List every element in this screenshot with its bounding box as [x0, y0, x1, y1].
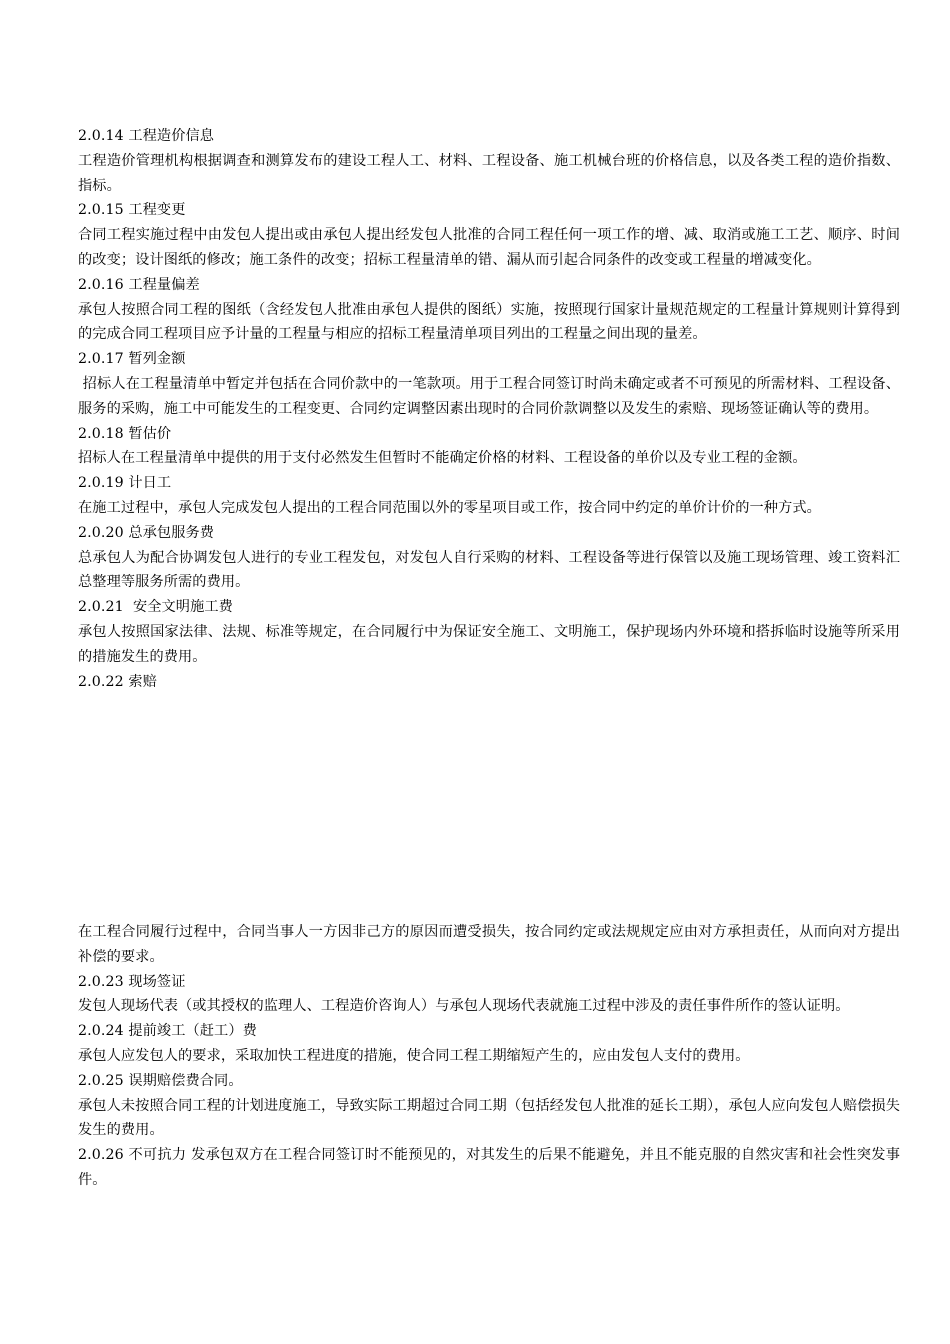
clause-heading-2-0-20: 2.0.20 总承包服务费 [78, 524, 215, 541]
clause-body-2-0-18: 招标人在工程量清单中提供的用于支付必然发生但暂时不能确定价格的材料、工程设备的单价以及专业工程的金额。 [78, 450, 807, 467]
clause-2-0-26: 2.0.26 不可抗力 发承包双方在工程合同签订时不能预见的，对其发生的后果不能避免，并且不能克服的自然灾害和社会性突发事件。 [78, 1147, 900, 1188]
clause-heading-2-0-23: 2.0.23 现场签证 [78, 973, 186, 990]
clause-body-2-0-15: 合同工程实施过程中由发包人提出或由承包人提出经发包人批准的合同工程任何一项工作的增、减、取消或施工工艺、顺序、时间的改变；设计图纸的修改；施工条件的改变；招标工程量清单的错、漏从而引起合同条件的改变或工程量的增减变化。 [78, 227, 900, 268]
clause-heading-2-0-18: 2.0.18 暂估价 [78, 425, 172, 442]
document-section-definitions-part1 [78, 124, 900, 694]
clause-body-2-0-25: 承包人未按照合同工程的计划进度施工，导致实际工期超过合同工期（包括经发包人批准的延长工期），承包人应向发包人赔偿损失发生的费用。 [78, 1097, 900, 1139]
clause-heading-2-0-15: 2.0.15 工程变更 [78, 202, 186, 219]
clause-body-2-0-14: 工程造价管理机构根据调查和测算发布的建设工程人工、材料、工程设备、施工机械台班的价格信息，以及各类工程的造价指数、指标。 [78, 152, 900, 194]
clause-heading-2-0-21: 2.0.21 安全文明施工费 [78, 599, 233, 616]
document-section-definitions-part2 [78, 920, 900, 1193]
clause-body-2-0-17: 招标人在工程量清单中暂定并包括在合同价款中的一笔款项。用于工程合同签订时尚未确定或者不可预见的所需材料、工程设备、服务的采购，施工中可能发生的工程变更、合同约定调整因素出现时的合同价款调整以及发生的索赔、现场签证确认等的费用。 [78, 375, 900, 417]
clause-body-2-0-22: 在工程合同履行过程中，合同当事人一方因非己方的原因而遭受损失，按合同约定或法规规定应由对方承担责任，从而向对方提出补偿的要求。 [78, 924, 900, 965]
clause-heading-2-0-17: 2.0.17 暂列金额 [78, 351, 186, 368]
clause-heading-2-0-25: 2.0.25 误期赔偿费合同。 [78, 1072, 243, 1089]
clause-body-2-0-24: 承包人应发包人的要求，采取加快工程进度的措施，使合同工程工期缩短产生的，应由发包人支付的费用。 [78, 1047, 750, 1064]
clause-body-2-0-19: 在施工过程中，承包人完成发包人提出的工程合同范围以外的零星项目或工作，按合同中约定的单价计价的一种方式。 [78, 499, 821, 516]
clause-body-2-0-16: 承包人按照合同工程的图纸（含经发包人批准由承包人提供的图纸）实施，按照现行国家计量规范规定的工程量计算规则计算得到的完成合同工程项目应予计量的工程量与相应的招标工程量清单项目列出的工程量之间出现的量差。 [78, 301, 900, 343]
clause-heading-2-0-14: 2.0.14 工程造价信息 [78, 128, 215, 144]
clause-body-2-0-23: 发包人现场代表（或其授权的监理人、工程造价咨询人）与承包人现场代表就施工过程中涉及的责任事件所作的签认证明。 [78, 998, 850, 1015]
clause-heading-2-0-24: 2.0.24 提前竣工（赶工）费 [78, 1023, 257, 1040]
clause-body-2-0-21: 承包人按照国家法律、法规、标准等规定，在合同履行中为保证安全施工、文明施工，保护现场内外环境和搭拆临时设施等所采用的措施发生的费用。 [78, 623, 900, 665]
clause-body-2-0-20: 总承包人为配合协调发包人进行的专业工程发包，对发包人自行采购的材料、工程设备等进行保管以及施工现场管理、竣工资料汇总整理等服务所需的费用。 [78, 549, 900, 591]
clause-heading-2-0-22: 2.0.22 索赔 [78, 673, 157, 690]
clause-heading-2-0-16: 2.0.16 工程量偏差 [78, 276, 200, 293]
clause-heading-2-0-19: 2.0.19 计日工 [78, 475, 172, 492]
